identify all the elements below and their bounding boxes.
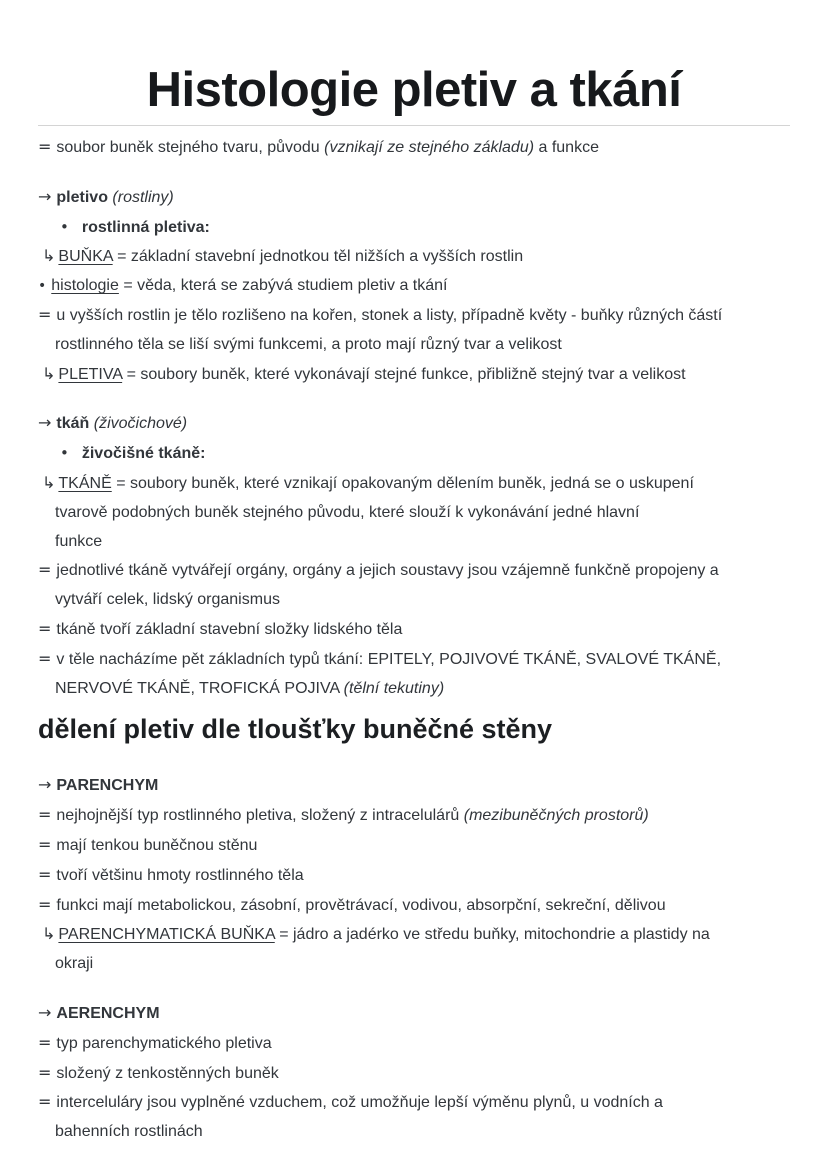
text-line xyxy=(38,409,790,439)
arrow-right-marker: → xyxy=(38,775,52,795)
text-line xyxy=(38,999,790,1029)
text-line xyxy=(38,1118,790,1147)
text-segment: (rostliny) xyxy=(112,188,174,206)
text-line xyxy=(38,771,790,801)
text-segment: živočišné tkáně: xyxy=(81,445,206,463)
text-line xyxy=(38,272,790,301)
text-segment: NERVOVÉ TKÁNĚ, TROFICKÁ POJIVA xyxy=(55,679,344,697)
text-line xyxy=(38,331,790,360)
equals-marker: = xyxy=(38,1062,52,1082)
text-line xyxy=(38,861,790,891)
text-segment: (vznikají ze stejného základu) xyxy=(324,139,535,156)
text-segment: = soubory buněk, které vznikají opakovaným dělením buněk, jedná se o uskupení xyxy=(111,474,694,492)
elbow-arrow-marker: ↳ xyxy=(42,363,56,383)
equals-marker: = xyxy=(38,304,52,324)
text-segment: = soubory buněk, které vykonávají stejné funkce, přibližně stejný tvar a velikost xyxy=(122,365,686,383)
equals-marker: = xyxy=(38,560,52,580)
underlined-term: TKÁNĚ xyxy=(58,474,112,492)
text-segment: funkce xyxy=(55,532,103,550)
text-segment: jednotlivé tkáně vytvářejí orgány, orgány a jejich soustavy jsou vzájemně funkčně propojeny a xyxy=(56,562,719,580)
elbow-arrow-marker: ↳ xyxy=(42,246,56,266)
text-segment: PARENCHYM xyxy=(56,777,159,795)
text-segment: mají tenkou buněčnou stěnu xyxy=(56,836,258,854)
text-line xyxy=(38,556,790,586)
text-line xyxy=(38,301,790,331)
text-segment: typ parenchymatického pletiva xyxy=(56,1034,272,1052)
text-segment: tvoří většinu hmoty rostlinného těla xyxy=(56,866,304,884)
text-segment: vytváří celek, lidský organismus xyxy=(55,591,280,609)
text-line xyxy=(38,469,790,499)
text-segment: (tělní tekutiny) xyxy=(343,679,445,697)
bullet-marker: • xyxy=(60,444,69,463)
elbow-arrow-marker: ↳ xyxy=(42,924,56,944)
text-line xyxy=(38,831,790,861)
equals-marker: = xyxy=(38,894,52,914)
equals-marker: = xyxy=(38,834,52,854)
text-line xyxy=(38,439,790,469)
equals-marker: = xyxy=(38,648,52,668)
arrow-right-marker: → xyxy=(38,413,52,433)
equals-marker: = xyxy=(38,864,52,884)
bullet-marker: • xyxy=(60,217,69,236)
text-segment: a funkce xyxy=(534,139,599,156)
text-line xyxy=(38,801,790,831)
text-segment: okraji xyxy=(55,955,94,973)
equals-marker: = xyxy=(38,1032,52,1052)
vertical-spacer xyxy=(38,979,790,999)
text-segment: (mezibuněčných prostorů) xyxy=(463,807,649,825)
text-line xyxy=(38,360,790,390)
arrow-right-marker: → xyxy=(38,186,52,206)
text-segment: u vyšších rostlin je tělo rozlišeno na kořen, stonek a listy, případně květy - buňky různých částí xyxy=(56,306,723,324)
text-line xyxy=(38,1059,790,1089)
section-heading: dělení pletiv dle tloušťky buněčné stěny xyxy=(38,714,553,745)
text-segment: rostlinného těla se liší svými funkcemi, a proto mají různý tvar a velikost xyxy=(55,335,562,353)
underlined-term: PLETIVA xyxy=(58,365,123,383)
text-line xyxy=(38,891,790,921)
text-line xyxy=(38,183,790,213)
text-line xyxy=(38,645,790,675)
equals-marker: = xyxy=(38,137,52,156)
text-segment: interceluláry jsou vyplněné vzduchem, což umožňuje lepší výměnu plynů, u vodních a xyxy=(56,1094,663,1112)
text-segment: tkáně tvoří základní stavební složky lidského těla xyxy=(56,620,403,638)
equals-marker: = xyxy=(38,805,52,825)
underlined-term: PARENCHYMATICKÁ BUŇKA xyxy=(58,926,275,944)
text-line xyxy=(38,528,790,557)
vertical-spacer xyxy=(38,389,790,409)
text-line xyxy=(38,615,790,645)
small-dot-marker: • xyxy=(38,278,47,295)
text-segment: bahenních rostlinách xyxy=(55,1123,203,1141)
text-line xyxy=(38,1088,790,1118)
text-segment: = základní stavební jednotkou těl nižších a vyšších rostlin xyxy=(112,248,524,266)
page-title: Histologie pletiv a tkání xyxy=(146,63,682,117)
text-segment: (živočichové) xyxy=(93,415,188,433)
vertical-spacer xyxy=(38,163,790,183)
underlined-term: BUŇKA xyxy=(58,248,113,266)
text-segment: funkci mají metabolickou, zásobní, provětrávací, vodivou, absorpční, sekreční, dělivou xyxy=(56,896,666,914)
text-segment: složený z tenkostěnných buněk xyxy=(56,1064,279,1082)
document-body xyxy=(38,133,790,1147)
equals-marker: = xyxy=(38,618,52,638)
text-segment: soubor buněk stejného tvaru, původu xyxy=(56,139,325,156)
text-line xyxy=(38,920,790,950)
text-line xyxy=(38,950,790,979)
text-line xyxy=(38,586,790,615)
equals-marker: = xyxy=(38,1092,52,1112)
text-line xyxy=(38,242,790,272)
text-segment: tvarově podobných buněk stejného původu, které slouží k vykonávání jedné hlavní xyxy=(55,503,640,521)
text-segment: pletivo xyxy=(56,188,108,206)
text-segment: = věda, která se zabývá studiem pletiv a tkání xyxy=(118,277,448,295)
text-line xyxy=(38,1029,790,1059)
text-line xyxy=(38,133,790,163)
text-segment: nejhojnější typ rostlinného pletiva, složený z intracelulárů xyxy=(56,807,464,825)
text-segment: tkáň xyxy=(56,415,90,433)
text-line xyxy=(38,499,790,528)
text-segment: v těle nacházíme pět základních typů tkání: EPITELY, POJIVOVÉ TKÁNĚ, SVALOVÉ TKÁNĚ, xyxy=(56,650,722,668)
elbow-arrow-marker: ↳ xyxy=(42,472,56,492)
text-line xyxy=(38,213,790,243)
title-divider xyxy=(38,125,790,126)
text-segment: = jádro a jadérko ve středu buňky, mitochondrie a plastidy na xyxy=(274,926,710,944)
text-line xyxy=(38,675,790,704)
underlined-term: histologie xyxy=(51,277,119,295)
text-segment: AERENCHYM xyxy=(56,1004,160,1022)
arrow-right-marker: → xyxy=(38,1002,52,1022)
text-segment: rostlinná pletiva: xyxy=(81,218,210,236)
